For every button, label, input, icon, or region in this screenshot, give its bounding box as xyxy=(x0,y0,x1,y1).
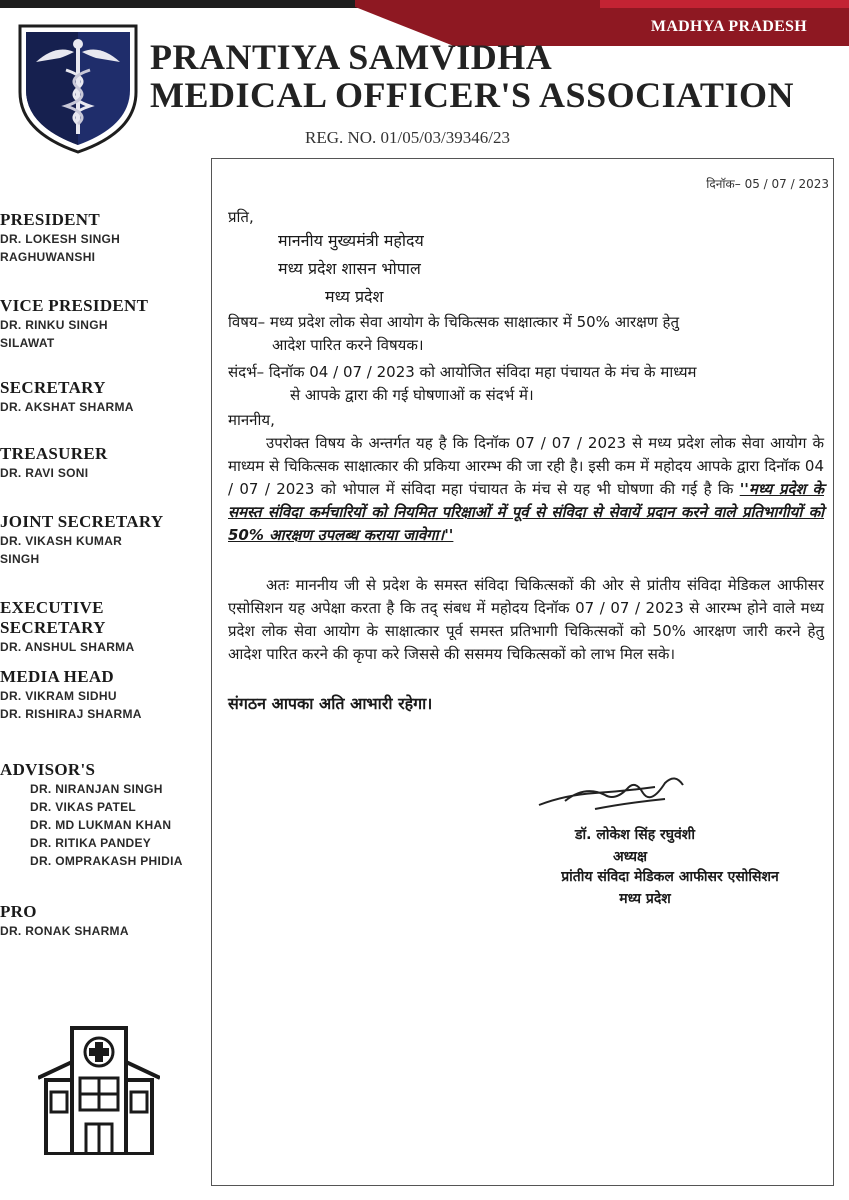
subject-line1: विषय– मध्य प्रदेश लोक सेवा आयोग के चिकित्सक साक्षात्कार में 50% आरक्षण हेतु xyxy=(228,313,680,331)
officer-name: DR. RISHIRAJ SHARMA xyxy=(0,707,142,721)
role-title: SECRETARY xyxy=(0,378,106,397)
officer-name: DR. VIKASH KUMAR xyxy=(0,534,123,548)
addressee-line1: माननीय मुख्यमंत्री महोदय xyxy=(278,231,424,250)
registration-number: REG. NO. 01/05/03/39346/23 xyxy=(305,128,510,147)
officer-name: DR. ANSHUL SHARMA xyxy=(0,640,135,654)
body-paragraph-2: अतः माननीय जी से प्रदेश के समस्त संविदा चिकित्सकों की ओर से प्रांतीय संविदा मेडिकल आफीसर एसोसिशन यह अपेक्षा करता है कि तद् संबध में महोदय दिनॉक 07 / 07 / 2023 से आरम्भ होने वाले मध्य प्रदेश लोक सेवा आयोग के साक्षात्कार पूर्व समस्त प्रतिभागी चिकित्सकों को 50% आरक्षण जारी करने हेतु आदेश पारित करने की कृपा करे जिससे की ससमय चिकित्सकों को लाभ मिल सके। xyxy=(228,576,824,663)
officer-name: DR. MD LUKMAN KHAN xyxy=(30,818,172,832)
paragraph-text: उपरोक्त विषय के अन्तर्गत यह है कि दिनॉक 07 / 07 / 2023 से मध्य प्रदेश लोक सेवा आयोग के माध्यम से चिकित्सक साक्षात्कार की प्रकिया आरम्भ की जा रही है। इसी कम में महोदय आपके द्वारा दिनॉक 04 / 07 / 2023 को भोपाल में संविदा महा पंचायत के मंच से यह भी घोषणा की गई है कि xyxy=(228,434,824,498)
officer-pro xyxy=(0,902,212,940)
reference-line2: से आपके द्वारा की गई घोषणाओं क संदर्भ में। xyxy=(290,386,534,404)
header-strip-red xyxy=(600,0,849,8)
officer-media-head xyxy=(0,667,212,723)
officer-name: DR. RAVI SONI xyxy=(0,466,89,480)
officer-name: SINGH xyxy=(0,552,40,566)
salutation: माननीय, xyxy=(228,411,275,429)
addressee-line2: मध्य प्रदेश शासन भोपाल xyxy=(278,259,421,278)
officer-name: DR. VIKAS PATEL xyxy=(30,800,137,814)
subject-line2: आदेश पारित करने विषयक। xyxy=(272,336,424,354)
officer-secretary xyxy=(0,378,212,416)
signatory-name: डॉ. लोकेश सिंह रघुवंशी xyxy=(575,827,695,843)
hospital-icon xyxy=(38,1020,160,1155)
role-title: ADVISOR'S xyxy=(0,760,96,779)
officer-name: DR. VIKRAM SIDHU xyxy=(0,689,117,703)
officer-name: DR. NIRANJAN SINGH xyxy=(30,782,163,796)
state-label: MADHYA PRADESH xyxy=(650,18,807,35)
officer-executive-secretary xyxy=(0,598,212,656)
signatory-title: अध्यक्ष xyxy=(612,849,648,865)
association-title-line1: PRANTIYA SAMVIDHA xyxy=(150,37,553,77)
body-paragraph-1 xyxy=(228,432,824,547)
role-title: EXECUTIVE SECRETARY xyxy=(0,598,106,637)
officer-name: RAGHUWANSHI xyxy=(0,250,96,264)
officer-name: DR. RITIKA PANDEY xyxy=(30,836,152,850)
officer-name: DR. RINKU SINGH xyxy=(0,318,108,332)
role-title: PRO xyxy=(0,902,37,921)
officer-name: SILAWAT xyxy=(0,336,55,350)
letter-date: दिनॉक– 05 / 07 / 2023 xyxy=(706,177,829,191)
reference-line1: संदर्भ– दिनॉक 04 / 07 / 2023 को आयोजित संविदा महा पंचायत के मंच के माध्यम xyxy=(228,363,697,381)
caduceus-logo-icon xyxy=(16,22,140,154)
role-title: VICE PRESIDENT xyxy=(0,296,149,315)
signatory-state: मध्य प्रदेश xyxy=(619,891,671,907)
officer-name: DR. OMPRAKASH PHIDIA xyxy=(30,854,183,868)
addressee-line3: मध्य प्रदेश xyxy=(325,287,384,306)
signatory-organization: प्रांतीय संविदा मेडिकल आफीसर एसोसिशन xyxy=(561,869,779,885)
role-title: TREASURER xyxy=(0,444,108,463)
officer-name: DR. LOKESH SINGH xyxy=(0,232,121,246)
officer-name: DR. RONAK SHARMA xyxy=(0,924,129,938)
officer-vice-president xyxy=(0,296,212,352)
officer-joint-secretary xyxy=(0,512,212,568)
association-title-line2: MEDICAL OFFICER'S ASSOCIATION xyxy=(150,75,794,115)
announcement-quote: ''मध्य प्रदेश के समस्त संविदा कर्मचारियों को नियमित परिक्षाओं में पूर्व से संविदा से सेवायें प्रदान करने वाले प्रतिभागीयों को 50% आरक्षण उपलब्ध कराया जावेगा।'' xyxy=(228,480,824,544)
officer-name: DR. AKSHAT SHARMA xyxy=(0,400,134,414)
letter-prati: प्रति, xyxy=(228,208,254,226)
role-title: MEDIA HEAD xyxy=(0,667,114,686)
officer-advisors xyxy=(0,760,212,870)
closing-line: संगठन आपका अति आभारी रहेगा। xyxy=(228,694,433,713)
role-title: JOINT SECRETARY xyxy=(0,512,164,531)
officer-treasurer xyxy=(0,444,212,482)
officer-president xyxy=(0,210,212,266)
role-title: PRESIDENT xyxy=(0,210,101,229)
signature xyxy=(535,765,695,815)
